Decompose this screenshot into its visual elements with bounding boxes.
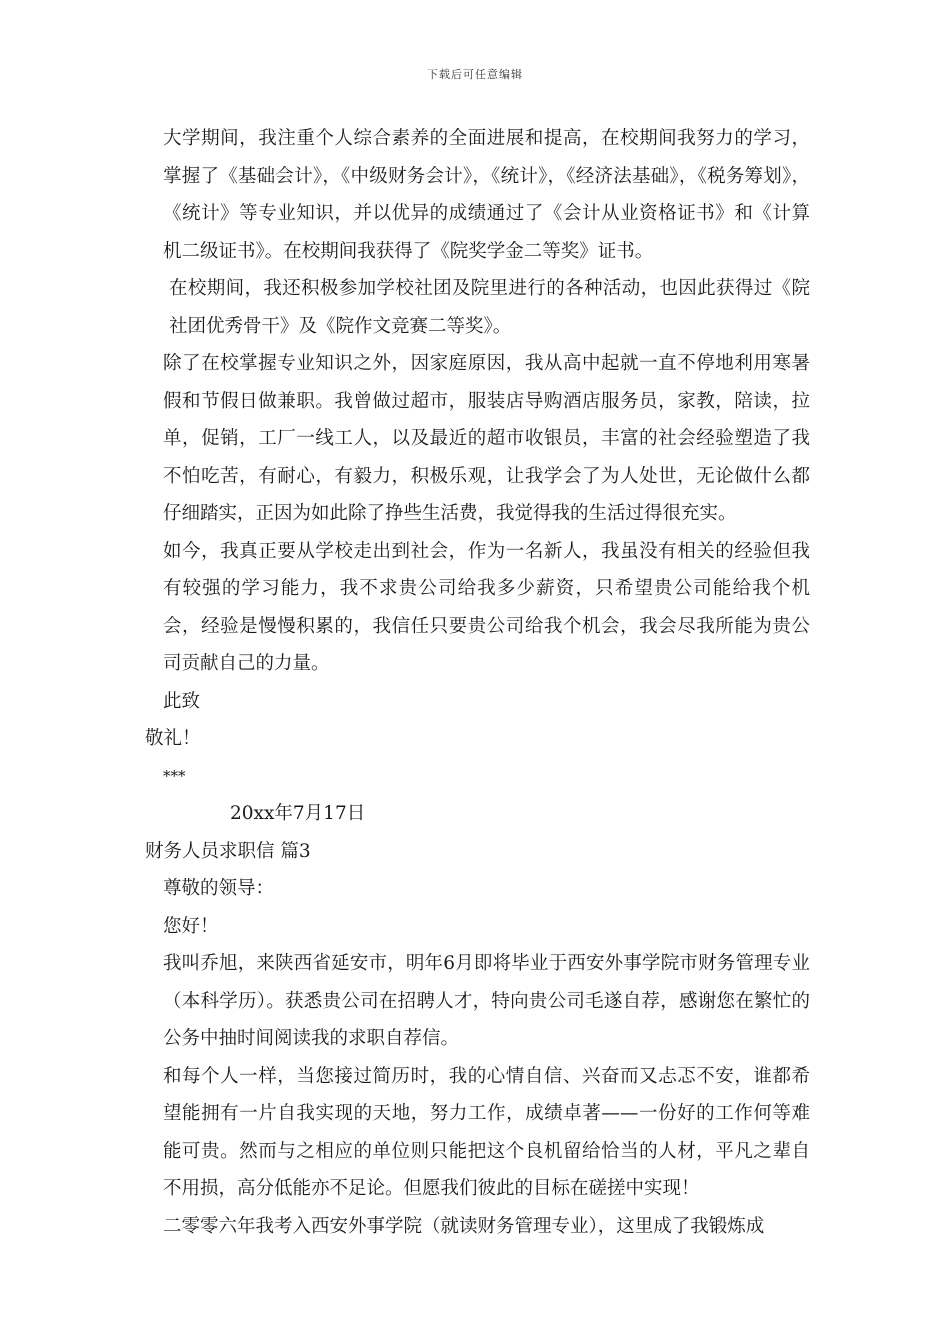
signature-placeholder: *** — [163, 766, 186, 785]
closing-salutation: 此致 — [163, 690, 201, 712]
paragraph-motivation: 和每个人一样，当您接过简历时，我的心情自信、兴奋而又忐忑不安，谁都希望能拥有一片自我实现的天地，努力工作，成绩卓著——一份好的工作何等难能可贵。然而与之相应的单位则只能把这个良机留给恰当的人材，平凡之辈自不用损，高分低能亦不足论。但愿我们彼此的目标在磋搓中实现！ — [163, 1065, 810, 1199]
greeting-recipient: 尊敬的领导： — [163, 878, 275, 899]
document-body — [145, 120, 810, 1245]
paragraph-self-introduction: 我叫乔旭，来陕西省延安市，明年6月即将毕业于西安外事学院市财务管理专业（本科学历）。获悉贵公司在招聘人才，特向贵公司毛遂自荐，感谢您在繁忙的公务中抽时间阅读我的求职自荐信。 — [163, 953, 810, 1049]
page-header: 下载后可任意编辑 — [427, 68, 523, 81]
letter-date: 20xx年7月17日 — [230, 803, 366, 824]
paragraph-education-start: 二零零六年我考入西安外事学院（就读财务管理专业），这里成了我锻炼成 — [163, 1215, 765, 1237]
paragraph-campus-activities: 在校期间，我还积极参加学校社团及院里进行的各种活动，也因此获得过《院社团优秀骨干》及《院作文竞赛二等奖》。 — [169, 278, 810, 337]
paragraph-part-time-work: 除了在校掌握专业知识之外，因家庭原因，我从高中起就一直不停地利用寒暑假和节假日做兼职。我曾做过超市，服装店导购酒店服务员，家教，陪读，拉单，促销，工厂一线工人，以及最近的超市收银员，丰富的社会经验塑造了我不怕吃苦，有耐心，有毅力，积极乐观，让我学会了为人处世，无论做什么都仔细踏实，正因为如此除了挣些生活费，我觉得我的生活过得很充实。 — [163, 353, 810, 524]
paragraph-career-goal: 如今，我真正要从学校走出到社会，作为一名新人，我虽没有相关的经验但我有较强的学习能力，我不求贵公司给我多少薪资，只希望贵公司能给我个机会，经验是慢慢积累的，我信任只要贵公司给我个机会，我会尽我所能为贵公司贡献自己的力量。 — [163, 540, 810, 674]
section-title: 财务人员求职信 篇3 — [145, 840, 311, 862]
greeting-hello: 您好！ — [163, 915, 219, 937]
closing-regards: 敬礼！ — [145, 728, 201, 749]
paragraph-university-study: 大学期间，我注重个人综合素养的全面进展和提高，在校期间我努力的学习，掌握了《基础会计》，《中级财务会计》，《统计》，《经济法基础》，《税务筹划》，《统计》等专业知识，并以优异的成绩通过了《会计从业资格证书》和《计算机二级证书》。在校期间我获得了《院奖学金二等奖》证书。 — [163, 128, 810, 262]
